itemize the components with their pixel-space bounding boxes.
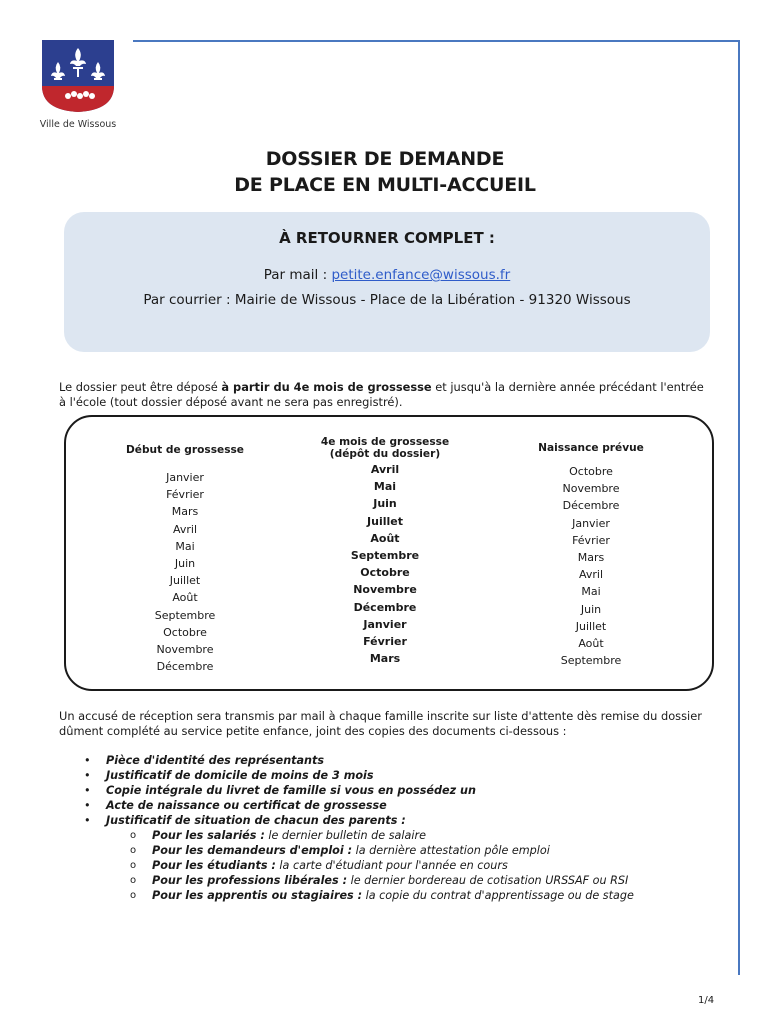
- table-cell: Novembre: [562, 482, 620, 496]
- column-start-pregnancy: [114, 435, 256, 675]
- table-cell: Avril: [578, 568, 604, 582]
- title-line-2: DE PLACE EN MULTI-ACCUEIL: [234, 174, 536, 196]
- situation-item: [84, 873, 634, 888]
- document-title: [0, 146, 770, 198]
- return-instructions-box: [64, 212, 710, 352]
- intro-paragraph: [59, 380, 711, 410]
- table-cell: Septembre: [560, 654, 622, 668]
- table-cell: Mai: [581, 585, 601, 599]
- situation-doc: la dernière attestation pôle emploi: [352, 844, 550, 857]
- document-item: • Pièce d'identité des représentants: [84, 753, 634, 768]
- situation-doc: la carte d'étudiant pour l'année en cours: [275, 859, 508, 872]
- document-item: • Justificatif de situation de chacun des parents :: [84, 813, 634, 828]
- table-cell: Janvier: [166, 471, 204, 484]
- situation-who: Pour les professions libérales :: [152, 874, 348, 887]
- table-cell: Août: [370, 531, 400, 545]
- situation-who: Pour les étudiants :: [152, 859, 276, 872]
- situation-item: [84, 843, 634, 858]
- documents-list: [84, 753, 634, 903]
- table-cell: Juin: [580, 602, 602, 616]
- situation-doc: le dernier bordereau de cotisation URSSAF ou RSI: [347, 874, 629, 887]
- situation-item: [84, 858, 634, 873]
- table-cell: Mai: [373, 480, 397, 494]
- table-cell: Février: [572, 533, 610, 547]
- mail-link[interactable]: petite.enfance@wissous.fr: [331, 267, 511, 283]
- table-cell: Octobre: [569, 465, 613, 478]
- table-cell: Avril: [172, 522, 198, 536]
- mail-label: Par mail :: [263, 267, 332, 283]
- table-cell: Août: [578, 636, 604, 650]
- situation-item: [84, 828, 634, 843]
- column-expected-birth: [521, 435, 661, 669]
- table-cell: Février: [166, 488, 204, 502]
- mail-line: [64, 267, 710, 283]
- table-cell: Janvier: [572, 516, 610, 530]
- city-logo: [38, 38, 118, 130]
- title-line-1: DOSSIER DE DEMANDE: [265, 148, 505, 170]
- situation-doc: la copie du contrat d'apprentissage ou de stage: [362, 889, 634, 902]
- table-cell: Juin: [174, 556, 196, 570]
- situation-who: Pour les demandeurs d'emploi :: [152, 844, 353, 857]
- situation-who: Pour les salariés :: [152, 829, 265, 842]
- table-cell: Octobre: [360, 566, 410, 580]
- table-cell: Août: [172, 591, 198, 605]
- table-cell: Avril: [370, 463, 400, 476]
- table-cell: Juillet: [575, 619, 607, 633]
- table-cell: Janvier: [363, 617, 407, 631]
- table-cell: Juillet: [367, 514, 403, 528]
- table-cell: Mars: [171, 505, 199, 519]
- table-cell: Décembre: [562, 499, 620, 513]
- column-header: Naissance prévue: [538, 442, 644, 454]
- column-header: 4e mois de grossesse (dépôt du dossier): [320, 436, 450, 460]
- table-cell: Mai: [175, 539, 195, 553]
- table-cell: Septembre: [154, 608, 216, 622]
- table-cell: Novembre: [353, 583, 417, 597]
- page-border-top: [133, 40, 740, 42]
- return-heading: À RETOURNER COMPLET :: [279, 229, 495, 247]
- table-cell: Novembre: [156, 642, 214, 656]
- reception-paragraph: Un accusé de réception sera transmis par mail à chaque famille inscrite sur liste d'attente dès remise du dossier dûment complété au service petite enfance, joint des copies des documents ci-dessous :: [59, 709, 702, 738]
- document-item: • Acte de naissance ou certificat de grossesse: [84, 798, 634, 813]
- courrier-line: Par courrier : Mairie de Wissous - Place de la Libération - 91320 Wissous: [143, 292, 631, 308]
- document-item: • Justificatif de domicile de moins de 3 mois: [84, 768, 634, 783]
- table-cell: Mars: [369, 652, 401, 666]
- intro-after: et jusqu'à la dernière année précédant l'entrée à l'école (tout dossier déposé avant ne sera pas enregistré).: [59, 380, 704, 409]
- table-cell: Mars: [577, 550, 605, 564]
- table-cell: Février: [363, 634, 407, 648]
- table-cell: Septembre: [350, 548, 420, 562]
- document-item: • Copie intégrale du livret de famille si vous en possédez un: [84, 783, 634, 798]
- table-cell: Décembre: [156, 660, 214, 674]
- table-cell: Décembre: [353, 600, 417, 614]
- table-cell: Juin: [373, 497, 397, 511]
- table-cell: Octobre: [163, 625, 207, 639]
- intro-before: Le dossier peut être déposé: [59, 380, 222, 394]
- situation-doc: le dernier bulletin de salaire: [264, 829, 426, 842]
- pregnancy-calendar-table: [64, 415, 714, 691]
- column-header: Début de grossesse: [126, 444, 244, 456]
- table-cell: Juillet: [169, 574, 201, 588]
- situation-who: Pour les apprentis ou stagiaires :: [152, 889, 363, 902]
- intro-bold: à partir du 4e mois de grossesse: [221, 380, 432, 394]
- coat-of-arms-icon: [40, 38, 116, 114]
- page-number: 1/4: [698, 995, 715, 1006]
- situation-item: [84, 888, 634, 903]
- logo-caption: Ville de Wissous: [39, 119, 117, 130]
- column-4th-month: [314, 435, 456, 667]
